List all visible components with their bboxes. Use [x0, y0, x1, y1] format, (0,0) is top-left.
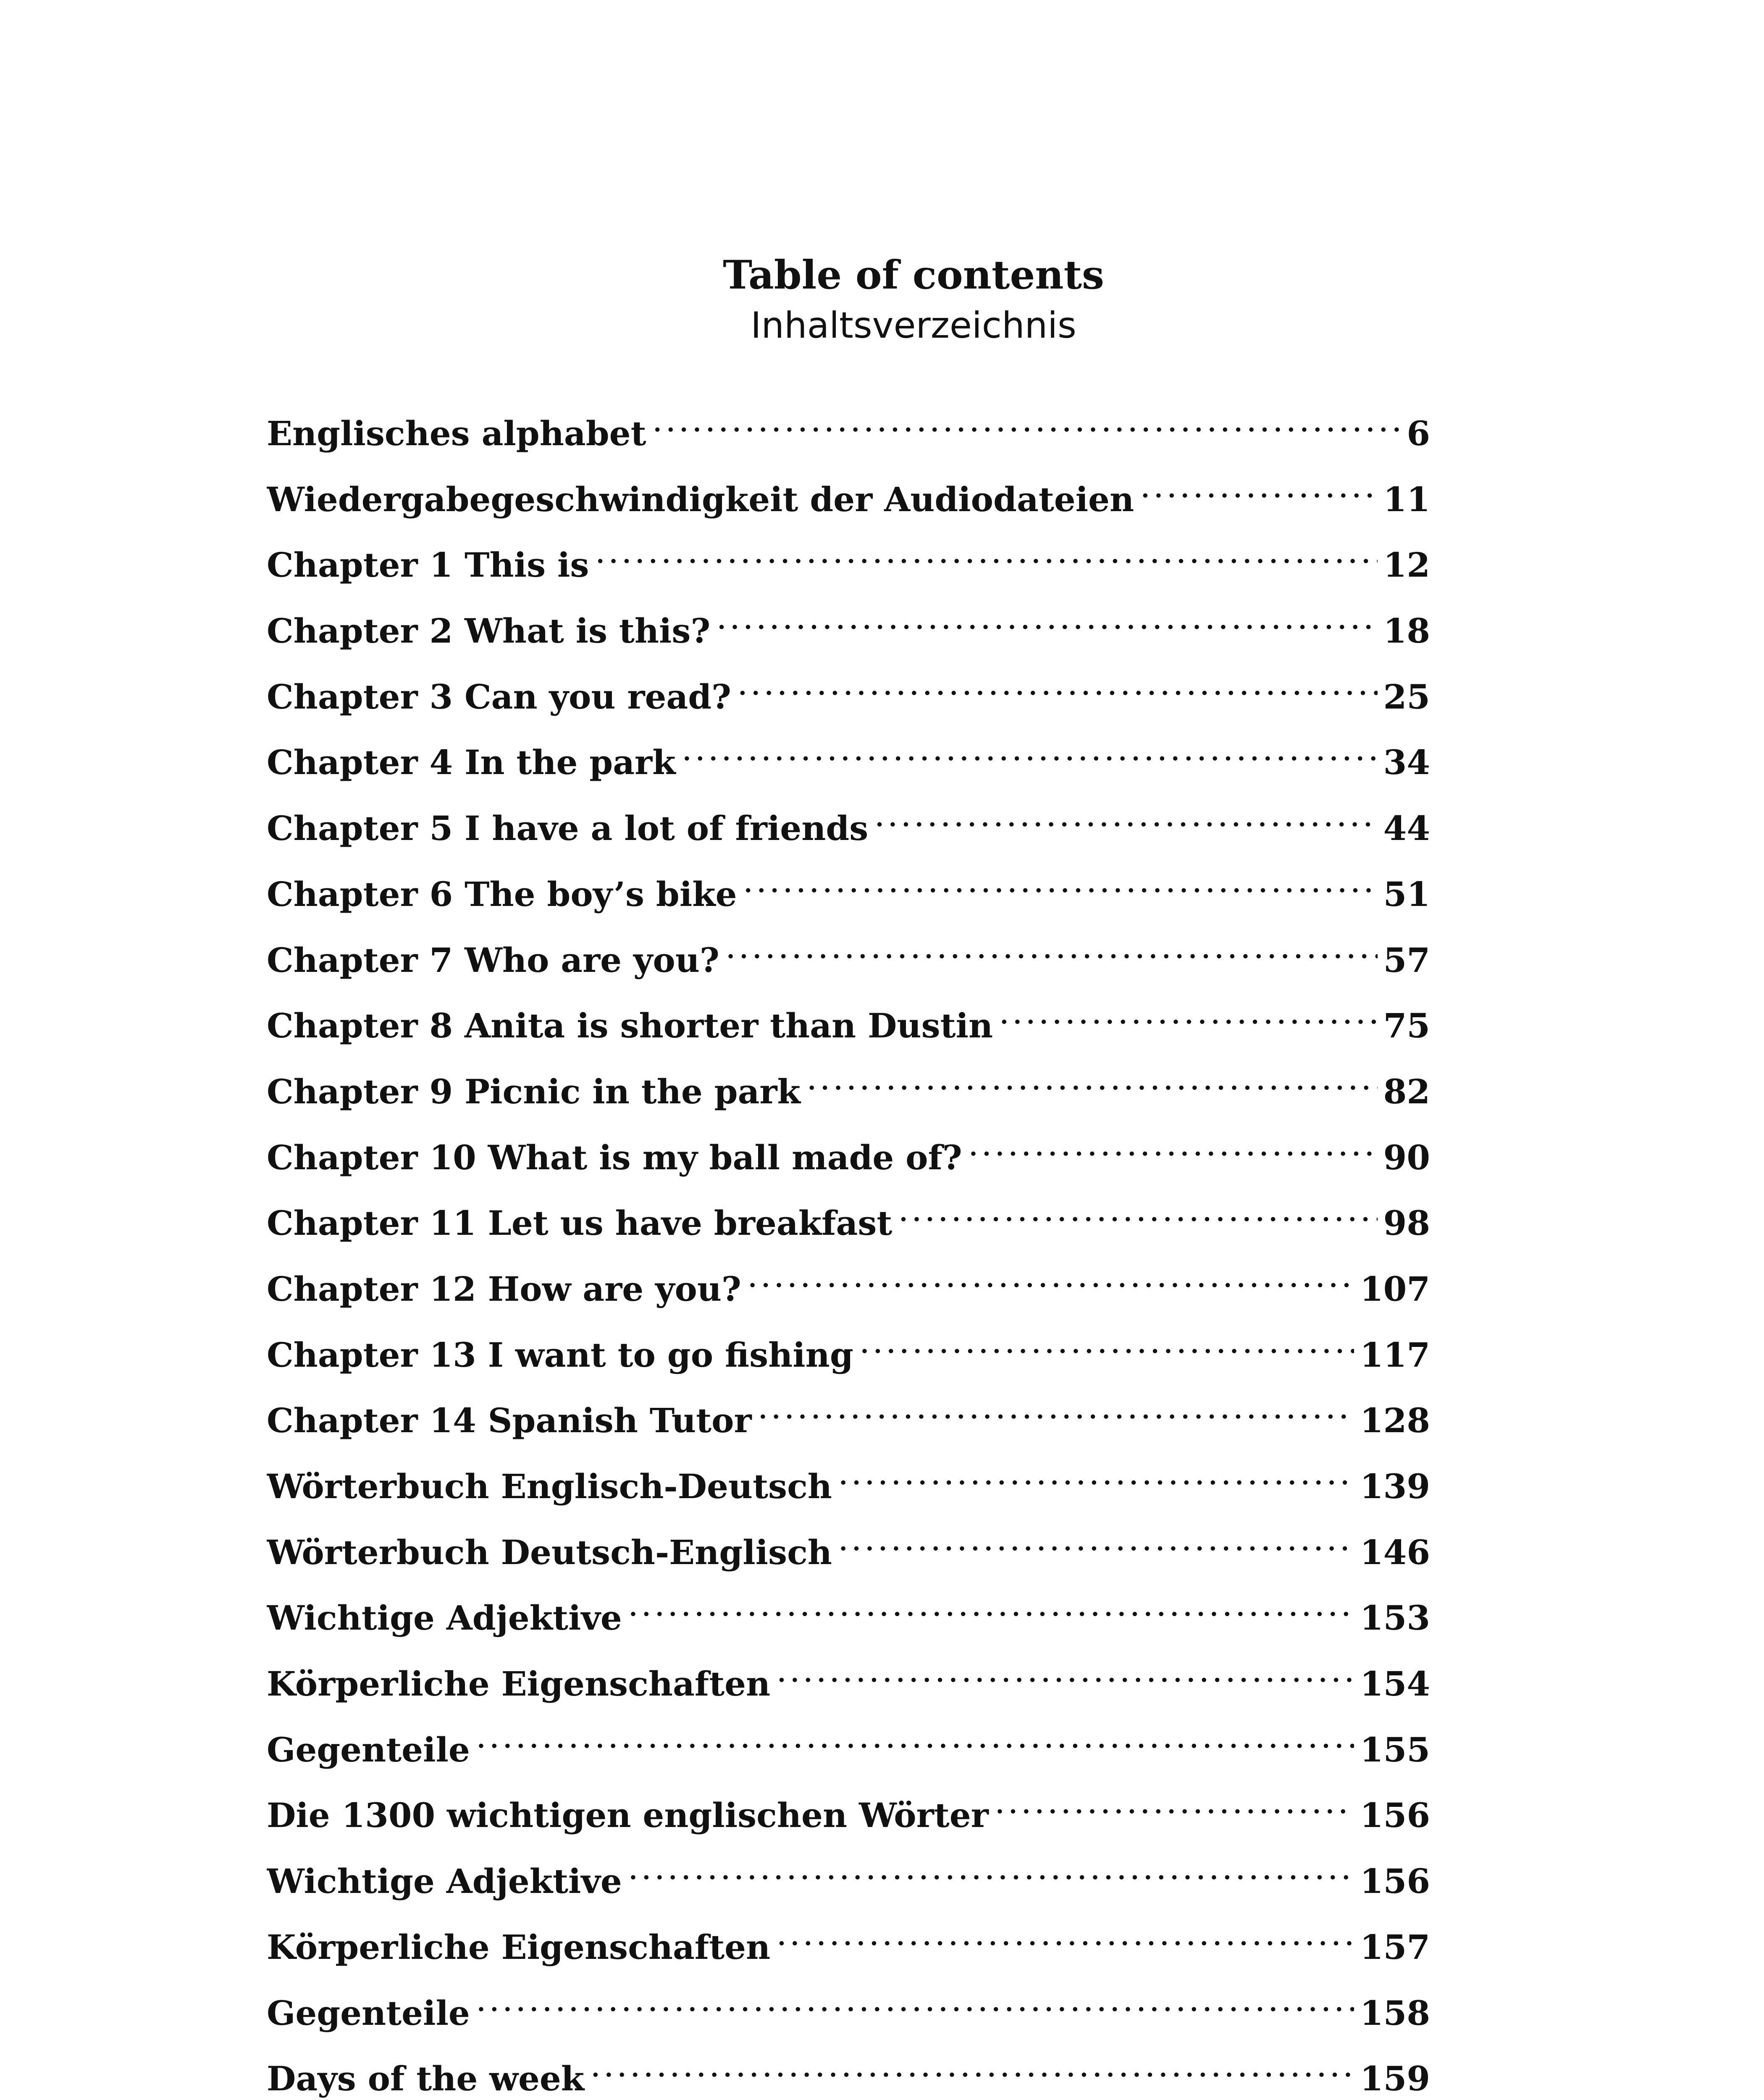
toc-entry-title: Chapter 4 In the park — [267, 743, 676, 782]
toc-entry-page: 90 — [1383, 1137, 1430, 1177]
toc-dot-leader — [968, 1119, 1378, 1169]
toc-entry[interactable] — [267, 592, 1430, 658]
toc-entry[interactable] — [267, 1514, 1430, 1580]
toc-entry[interactable] — [267, 790, 1430, 856]
toc-dot-leader — [737, 658, 1378, 709]
page-subtitle: Inhaltsverzeichnis — [751, 304, 1076, 346]
toc-dot-leader — [758, 1382, 1354, 1432]
toc-entry-title: Chapter 1 This is — [267, 545, 589, 585]
page-title: Table of contents — [723, 252, 1104, 298]
toc-entry-page: 157 — [1360, 1927, 1430, 1967]
toc-entry-title: Chapter 5 I have a lot of friends — [267, 808, 869, 848]
toc-entry[interactable] — [267, 1250, 1430, 1316]
toc-entry[interactable] — [267, 1645, 1430, 1711]
toc-entry-title: Wichtige Adjektive — [267, 1861, 622, 1901]
toc-entry[interactable] — [267, 1777, 1430, 1843]
toc-dot-leader — [1140, 461, 1378, 511]
toc-entry-title: Wörterbuch Englisch-Deutsch — [267, 1467, 832, 1506]
toc-entry[interactable] — [267, 1579, 1430, 1645]
toc-entry-page: 6 — [1407, 414, 1430, 453]
toc-entry-page: 153 — [1360, 1598, 1430, 1638]
toc-entry-page: 128 — [1360, 1401, 1430, 1441]
toc-entry-page: 75 — [1383, 1006, 1430, 1046]
toc-entry-title: Chapter 2 What is this? — [267, 611, 711, 651]
table-of-contents — [267, 395, 1430, 2100]
toc-entry-page: 44 — [1383, 808, 1430, 848]
toc-entry-title: Gegenteile — [267, 1730, 470, 1769]
toc-entry-page: 139 — [1360, 1467, 1430, 1506]
toc-entry[interactable] — [267, 1119, 1430, 1185]
toc-entry[interactable] — [267, 395, 1430, 461]
toc-entry-page: 98 — [1383, 1203, 1430, 1243]
toc-dot-leader — [999, 987, 1378, 1037]
toc-entry[interactable] — [267, 1053, 1430, 1119]
toc-entry-page: 34 — [1383, 743, 1430, 782]
toc-dot-leader — [682, 724, 1378, 774]
toc-entry-title: Die 1300 wichtigen englischen Wörter — [267, 1796, 989, 1835]
toc-entry-page: 82 — [1383, 1071, 1430, 1111]
toc-dot-leader — [859, 1316, 1354, 1367]
toc-dot-leader — [628, 1843, 1354, 1893]
toc-entry[interactable] — [267, 987, 1430, 1053]
toc-entry-title: Chapter 13 I want to go fishing — [267, 1335, 853, 1375]
toc-dot-leader — [806, 1053, 1378, 1103]
toc-entry[interactable] — [267, 1843, 1430, 1908]
toc-entry-title: Chapter 14 Spanish Tutor — [267, 1401, 752, 1441]
toc-dot-leader — [476, 1974, 1354, 2025]
toc-dot-leader — [838, 1448, 1354, 1498]
toc-entry-title: Körperliche Eigenschaften — [267, 1664, 771, 1704]
toc-dot-leader — [776, 1908, 1354, 1959]
toc-entry-title: Wörterbuch Deutsch-Englisch — [267, 1532, 832, 1572]
toc-dot-leader — [874, 790, 1377, 840]
toc-dot-leader — [595, 526, 1377, 577]
toc-entry[interactable] — [267, 856, 1430, 921]
toc-entry-page: 18 — [1383, 611, 1430, 651]
toc-entry-page: 25 — [1383, 677, 1430, 717]
toc-entry-title: Chapter 7 Who are you? — [267, 940, 719, 980]
toc-dot-leader — [716, 592, 1377, 643]
toc-entry-title: Englisches alphabet — [267, 414, 646, 453]
toc-entry[interactable] — [267, 1908, 1430, 1974]
toc-entry[interactable] — [267, 724, 1430, 790]
toc-entry[interactable] — [267, 1184, 1430, 1250]
toc-entry[interactable] — [267, 1711, 1430, 1777]
toc-entry-page: 156 — [1360, 1796, 1430, 1835]
toc-dot-leader — [995, 1777, 1354, 1827]
toc-entry-title: Wichtige Adjektive — [267, 1598, 622, 1638]
toc-entry-page: 107 — [1360, 1269, 1430, 1309]
toc-entry-title: Chapter 3 Can you read? — [267, 677, 732, 717]
toc-dot-leader — [747, 1250, 1354, 1301]
toc-entry[interactable] — [267, 1974, 1430, 2040]
toc-entry-title: Chapter 10 What is my ball made of? — [267, 1137, 962, 1177]
toc-entry[interactable] — [267, 526, 1430, 592]
toc-entry[interactable] — [267, 2040, 1430, 2100]
toc-dot-leader — [776, 1645, 1354, 1696]
toc-entry-title: Chapter 6 The boy’s bike — [267, 874, 737, 914]
toc-entry-page: 154 — [1360, 1664, 1430, 1704]
toc-dot-leader — [725, 921, 1378, 972]
toc-dot-leader — [898, 1184, 1377, 1235]
toc-entry-title: Chapter 11 Let us have breakfast — [267, 1203, 892, 1243]
toc-entry[interactable] — [267, 461, 1430, 527]
toc-entry-page: 51 — [1383, 874, 1430, 914]
toc-entry-page: 156 — [1360, 1861, 1430, 1901]
toc-entry-title: Chapter 9 Picnic in the park — [267, 1071, 801, 1111]
toc-entry-page: 155 — [1360, 1730, 1430, 1769]
toc-entry-title: Days of the week — [267, 2059, 585, 2099]
toc-entry-page: 11 — [1383, 479, 1430, 519]
toc-dot-leader — [652, 395, 1399, 445]
toc-entry-title: Wiedergabegeschwindigkeit der Audiodateien — [267, 479, 1134, 519]
toc-entry-page: 158 — [1360, 1993, 1430, 2033]
toc-entry[interactable] — [267, 921, 1430, 987]
toc-entry-page: 12 — [1383, 545, 1430, 585]
toc-entry[interactable] — [267, 1316, 1430, 1382]
toc-entry-page: 146 — [1360, 1532, 1430, 1572]
toc-entry-page: 117 — [1360, 1335, 1430, 1375]
toc-dot-leader — [743, 856, 1378, 906]
toc-entry-title: Chapter 12 How are you? — [267, 1269, 741, 1309]
toc-entry-page: 57 — [1383, 940, 1430, 980]
toc-entry-page: 159 — [1360, 2059, 1430, 2099]
toc-entry-title: Chapter 8 Anita is shorter than Dustin — [267, 1006, 993, 1046]
toc-entry[interactable] — [267, 1382, 1430, 1448]
toc-dot-leader — [628, 1579, 1354, 1630]
toc-entry[interactable] — [267, 1448, 1430, 1514]
toc-entry-title: Körperliche Eigenschaften — [267, 1927, 771, 1967]
toc-dot-leader — [838, 1514, 1354, 1564]
toc-entry-title: Gegenteile — [267, 1993, 470, 2033]
toc-entry[interactable] — [267, 658, 1430, 724]
toc-dot-leader — [590, 2040, 1354, 2090]
toc-dot-leader — [476, 1711, 1354, 1761]
